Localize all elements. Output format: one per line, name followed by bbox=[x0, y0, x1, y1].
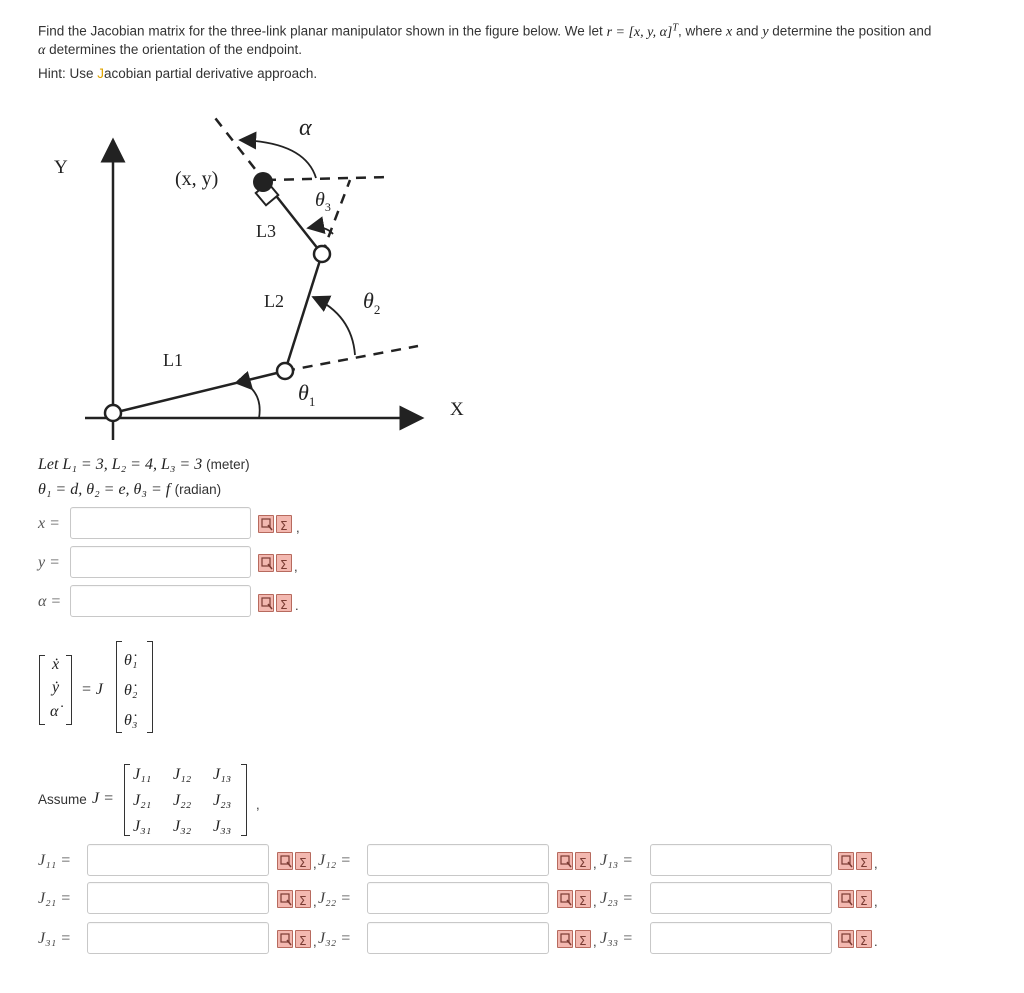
svg-text:Σ: Σ bbox=[299, 894, 307, 908]
theta1-label bbox=[298, 380, 315, 409]
j12-label: J₁₂ = bbox=[318, 852, 352, 869]
var-x: x bbox=[726, 24, 733, 40]
r-definition bbox=[606, 22, 678, 40]
preview-icon[interactable] bbox=[557, 930, 573, 948]
joint-2 bbox=[277, 363, 293, 379]
svg-text:Σ: Σ bbox=[280, 558, 288, 572]
svg-text:Σ: Σ bbox=[280, 598, 288, 612]
equation-icon[interactable] bbox=[856, 890, 872, 908]
j11-tools bbox=[277, 852, 311, 870]
assume-j: J = bbox=[92, 790, 114, 807]
j22-tools bbox=[557, 890, 591, 908]
x-comma: , bbox=[296, 520, 300, 535]
alpha-period: . bbox=[295, 598, 299, 613]
equation-icon[interactable] bbox=[295, 930, 311, 948]
preview-icon[interactable] bbox=[258, 594, 274, 612]
svg-text:Σ: Σ bbox=[579, 894, 587, 908]
x-input[interactable] bbox=[70, 507, 251, 539]
link2-extension bbox=[322, 180, 350, 254]
angles-unit: (radian) bbox=[174, 482, 222, 497]
j12-sep: , bbox=[593, 856, 597, 871]
j33-input[interactable] bbox=[650, 922, 832, 954]
link3-extension bbox=[212, 114, 266, 183]
svg-text:Σ: Σ bbox=[860, 934, 868, 948]
y-input[interactable] bbox=[70, 546, 251, 578]
preview-icon[interactable] bbox=[838, 852, 854, 870]
svg-text:Σ: Σ bbox=[579, 934, 587, 948]
question-and: and bbox=[736, 23, 759, 39]
preview-icon[interactable] bbox=[557, 890, 573, 908]
rhs-bracket-right bbox=[147, 641, 153, 733]
alpha-label-eq: α = bbox=[38, 593, 62, 610]
link1-extension bbox=[285, 346, 418, 371]
alpha-label: α bbox=[299, 115, 312, 141]
x-dot: ẋ bbox=[52, 656, 60, 673]
lhs-bracket-right bbox=[66, 655, 72, 725]
end-effector-point bbox=[253, 172, 273, 192]
question-line-2 bbox=[38, 42, 302, 59]
question-text-c: determine the position and bbox=[772, 23, 932, 39]
theta1-symbol: θ bbox=[298, 380, 309, 405]
question-text-b: , where bbox=[677, 23, 723, 39]
svg-text:Σ: Σ bbox=[299, 856, 307, 870]
theta1-dot: θ̇₁ bbox=[124, 652, 138, 669]
horizontal-reference bbox=[266, 177, 390, 180]
joint-3 bbox=[314, 246, 330, 262]
matrix-j13: J₁₃ bbox=[213, 766, 232, 783]
given-lengths bbox=[38, 456, 250, 474]
matrix-comma: , bbox=[256, 797, 260, 812]
equation-icon[interactable] bbox=[856, 852, 872, 870]
j23-label: J₂₃ = bbox=[600, 890, 634, 907]
j31-tools bbox=[277, 930, 311, 948]
theta2-label bbox=[363, 288, 380, 317]
link-2 bbox=[285, 254, 322, 371]
matrix-j31: J₃₁ bbox=[133, 818, 152, 835]
y-comma: , bbox=[294, 559, 298, 574]
equation-icon[interactable] bbox=[575, 930, 591, 948]
y-label: y = bbox=[38, 554, 60, 571]
theta3-sub: 3 bbox=[324, 200, 331, 214]
preview-icon[interactable] bbox=[838, 930, 854, 948]
rhs-bracket-left bbox=[116, 641, 122, 733]
svg-text:Σ: Σ bbox=[579, 856, 587, 870]
r-def-sup: T bbox=[672, 22, 678, 33]
j11-sep: , bbox=[313, 856, 317, 871]
preview-icon[interactable] bbox=[277, 890, 293, 908]
x-tools bbox=[258, 515, 292, 533]
theta1-sub: 1 bbox=[308, 394, 316, 409]
j31-input[interactable] bbox=[87, 922, 269, 954]
y-axis-label: Y bbox=[54, 157, 68, 178]
lengths-text: Let L₁ = 3, L₂ = 4, L₃ = 3 bbox=[38, 456, 203, 473]
j22-label: J₂₂ = bbox=[318, 890, 352, 907]
l1-label: L1 bbox=[163, 350, 183, 370]
j32-label: J₃₂ = bbox=[318, 930, 352, 947]
matrix-j32: J₃₂ bbox=[173, 818, 192, 835]
j21-tools bbox=[277, 890, 311, 908]
j23-input[interactable] bbox=[650, 882, 832, 914]
theta2-symbol: θ bbox=[363, 288, 374, 313]
theta2-arc bbox=[313, 297, 355, 355]
j21-sep: , bbox=[313, 894, 317, 909]
matrix-bracket-right bbox=[241, 764, 247, 836]
point-label: (x, y) bbox=[175, 168, 219, 190]
alpha-input[interactable] bbox=[70, 585, 251, 617]
l3-label: L3 bbox=[256, 221, 276, 241]
svg-text:Σ: Σ bbox=[860, 856, 868, 870]
var-y: y bbox=[762, 24, 769, 40]
lengths-unit: (meter) bbox=[206, 457, 250, 472]
x-label: x = bbox=[38, 515, 60, 532]
equation-icon[interactable] bbox=[295, 852, 311, 870]
alpha-dot: α̇ bbox=[50, 703, 59, 720]
j31-label: J₃₁ = bbox=[38, 930, 72, 947]
j12-tools bbox=[557, 852, 591, 870]
question-line-1 bbox=[38, 22, 931, 41]
equation-icon[interactable] bbox=[856, 930, 872, 948]
j13-sep: , bbox=[874, 856, 878, 871]
hint-j: J bbox=[97, 66, 105, 81]
hint-rest: acobian partial derivative approach. bbox=[104, 66, 318, 81]
given-angles bbox=[38, 481, 221, 499]
svg-text:Σ: Σ bbox=[299, 934, 307, 948]
j21-label: J₂₁ = bbox=[38, 890, 72, 907]
matrix-j23: J₂₃ bbox=[213, 792, 232, 809]
theta3-symbol: θ bbox=[315, 189, 325, 211]
j12-input[interactable] bbox=[367, 844, 549, 876]
svg-text:Σ: Σ bbox=[860, 894, 868, 908]
angles-text: θ₁ = d, θ₂ = e, θ₃ = f bbox=[38, 481, 171, 498]
preview-icon[interactable] bbox=[557, 852, 573, 870]
assume-text: Assume bbox=[38, 792, 87, 807]
manipulator-figure bbox=[0, 95, 520, 455]
equals-j: = J bbox=[81, 681, 103, 698]
r-def-text: r = [x, y, α] bbox=[606, 24, 673, 40]
j33-sep: . bbox=[874, 934, 878, 949]
j22-sep: , bbox=[593, 894, 597, 909]
j22-input[interactable] bbox=[367, 882, 549, 914]
j13-label: J₁₃ = bbox=[600, 852, 634, 869]
preview-icon[interactable] bbox=[258, 554, 274, 572]
j23-sep: , bbox=[874, 894, 878, 909]
preview-icon[interactable] bbox=[277, 930, 293, 948]
j32-tools bbox=[557, 930, 591, 948]
hint-line bbox=[38, 66, 317, 81]
theta2-dot: θ̇₂ bbox=[124, 682, 138, 699]
var-alpha: α bbox=[38, 43, 46, 58]
svg-text:Σ: Σ bbox=[280, 519, 288, 533]
x-axis-label: X bbox=[450, 399, 464, 420]
j11-input[interactable] bbox=[87, 844, 269, 876]
j32-sep: , bbox=[593, 934, 597, 949]
equation-icon[interactable] bbox=[575, 852, 591, 870]
j32-input[interactable] bbox=[367, 922, 549, 954]
y-dot: ẏ bbox=[52, 679, 60, 696]
equation-icon[interactable] bbox=[295, 890, 311, 908]
lhs-bracket-left bbox=[39, 655, 45, 725]
matrix-j11: J₁₁ bbox=[133, 766, 152, 783]
equation-icon[interactable] bbox=[575, 890, 591, 908]
matrix-j33: J₃₃ bbox=[213, 818, 232, 835]
l2-label: L2 bbox=[264, 291, 284, 311]
j13-tools bbox=[838, 852, 872, 870]
j33-label: J₃₃ = bbox=[600, 930, 634, 947]
equation-icon[interactable] bbox=[276, 554, 292, 572]
preview-icon[interactable] bbox=[258, 515, 274, 533]
equation-icon[interactable] bbox=[276, 515, 292, 533]
matrix-j12: J₁₂ bbox=[173, 766, 192, 783]
theta2-sub: 2 bbox=[373, 302, 381, 317]
theta1-arc bbox=[252, 389, 260, 418]
preview-icon[interactable] bbox=[838, 890, 854, 908]
matrix-bracket-left bbox=[124, 764, 130, 836]
alpha-arc bbox=[240, 140, 316, 178]
matrix-j22: J₂₂ bbox=[173, 792, 192, 809]
j33-tools bbox=[838, 930, 872, 948]
question-text-a: Find the Jacobian matrix for the three-link planar manipulator shown in the figure below. We let bbox=[38, 23, 603, 39]
j31-sep: , bbox=[313, 934, 317, 949]
j13-input[interactable] bbox=[650, 844, 832, 876]
j21-input[interactable] bbox=[87, 882, 269, 914]
y-tools bbox=[258, 554, 292, 572]
matrix-j21: J₂₁ bbox=[133, 792, 152, 809]
theta3-dot: θ̇₃ bbox=[124, 712, 138, 729]
hint-prefix: Hint: Use bbox=[38, 66, 98, 81]
question-text-2: determines the orientation of the endpoint. bbox=[49, 42, 303, 57]
equation-icon[interactable] bbox=[276, 594, 292, 612]
preview-icon[interactable] bbox=[277, 852, 293, 870]
alpha-tools bbox=[258, 594, 292, 612]
theta3-label bbox=[315, 189, 331, 214]
base-joint bbox=[105, 405, 121, 421]
j11-label: J₁₁ = bbox=[38, 852, 72, 869]
j23-tools bbox=[838, 890, 872, 908]
